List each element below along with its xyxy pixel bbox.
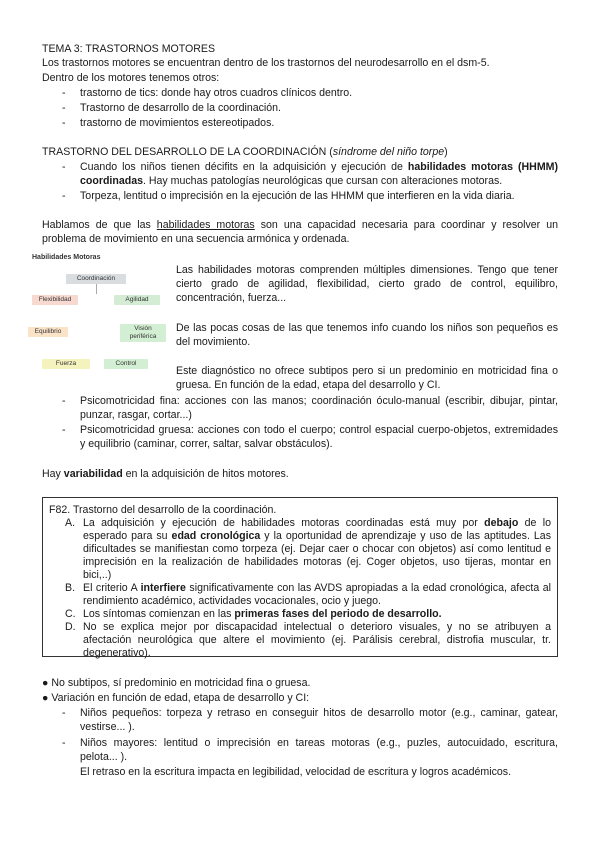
criterion-letter: C. bbox=[65, 608, 76, 620]
c-bold: primeras fases del periodo de desarrollo. bbox=[234, 608, 442, 620]
dash-marker: - bbox=[62, 395, 66, 407]
ninos-mayores: Niños mayores: lentitud o imprecisión en tareas motoras (e.g., puzles, autocuidado, escritura, pelota... ). bbox=[80, 737, 558, 763]
tdc-title-main: TRASTORNO DEL DESARROLLO DE LA COORDINACIÓN bbox=[42, 146, 327, 158]
bullet-variacion: ● Variación en función de edad, etapa de desarrollo y CI: bbox=[42, 692, 310, 704]
a-bold1: debajo bbox=[484, 517, 519, 529]
diagram-title: Habilidades Motoras bbox=[32, 254, 101, 261]
node-equilibrio: Equilibrio bbox=[28, 327, 68, 337]
criterion-b bbox=[83, 582, 551, 608]
b-bold: interfiere bbox=[140, 582, 186, 594]
criterion-a bbox=[83, 517, 551, 582]
others-intro: Dentro de los motores tenemos otros: bbox=[42, 72, 220, 84]
b-pre: El criterio A bbox=[83, 582, 141, 594]
hablamos-paragraph bbox=[42, 218, 558, 246]
node-agilidad: Agilidad bbox=[114, 295, 160, 305]
hablamos-post: son una capacidad necesaria para coordinar y resolver un problema de movimiento en una secuencia armónica y ordenada. bbox=[42, 219, 559, 245]
node-fuerza: Fuerza bbox=[42, 359, 90, 369]
node-control: Control bbox=[104, 359, 148, 369]
topic-title: TEMA 3: TRASTORNOS MOTORES bbox=[42, 43, 216, 55]
criterion-d: No se explica mejor por discapacidad intelectual o deterioro visuales, y no se atribuyen a afectación neurológica que altere el movimiento (ej. Parálisis cerebral, distrofia muscular, tr. degenerativo). bbox=[83, 621, 551, 659]
var-post: en la adquisición de hitos motores. bbox=[122, 468, 289, 480]
criterion-letter: A. bbox=[65, 517, 76, 529]
movement-paragraph: De las pocas cosas de las que tenemos info cuando los niños son pequeños es del movimiento. bbox=[176, 322, 558, 348]
tdc-item1-bold1: habilidades motoras (HHMM) bbox=[407, 161, 558, 173]
tdc-item1-bold2: coordinadas bbox=[80, 175, 143, 187]
a-post: y la oportunidad de aprendizaje y uso de las aptitudes. Las dificultades se manifiestan como torpeza (ej. Dejar caer o chocar con objetos) así como lentitud e imprecisión en la realización de habilidades motoras (ej. Coger objetos, uso tijeras, montar en bici,..) bbox=[83, 530, 551, 581]
psico-fina: Psicomotricidad fina: acciones con las manos; coordinación óculo-manual (escribir, dibujar, pintar, punzar, rasgar, cortar...) bbox=[80, 395, 558, 421]
tdc-title bbox=[42, 145, 448, 159]
criterion-letter: D. bbox=[65, 621, 76, 633]
tdc-title-italic: síndrome del niño torpe bbox=[332, 146, 445, 158]
a-bold2: edad cronológica bbox=[171, 530, 261, 542]
criteria-box bbox=[42, 497, 558, 657]
escritura-note: El retraso en la escritura impacta en legibilidad, velocidad de escritura y logros académicos. bbox=[80, 766, 512, 778]
var-pre: Hay bbox=[42, 468, 64, 480]
variabilidad-line bbox=[42, 467, 289, 481]
list-item: Trastorno de desarrollo de la coordinación. bbox=[80, 102, 282, 114]
dash-marker: - bbox=[62, 117, 66, 129]
subtypes-paragraph: Este diagnóstico no ofrece subtipos pero si un predominio en motricidad fina o gruesa. En función de la edad, etapa del desarrollo y CI. bbox=[176, 365, 558, 391]
dash-marker: - bbox=[62, 190, 66, 202]
dash-marker: - bbox=[62, 737, 66, 749]
list-item: trastorno de tics: donde hay otros cuadros clínicos dentro. bbox=[80, 87, 353, 99]
dash-marker: - bbox=[62, 102, 66, 114]
motor-skills-diagram bbox=[28, 250, 168, 380]
var-bold: variabilidad bbox=[63, 468, 123, 480]
b-post: significativamente con las AVDS apropiadas a la edad cronológica, afecta al rendimiento académico, actividades vocacionales, ocio y juego. bbox=[83, 582, 552, 607]
node-vision-periferica: Visión periférica bbox=[120, 324, 166, 342]
tdc-item1-pre: Cuando los niños tienen décifits en la adquisición y ejecución de bbox=[80, 161, 408, 173]
bullet-subtipos: ● No subtipos, sí predominio en motricidad fina o gruesa. bbox=[42, 677, 311, 689]
intro-text: Los trastornos motores se encuentran dentro de los trastornos del neurodesarrollo en el dsm-5. bbox=[42, 57, 490, 69]
criteria-title: F82. Trastorno del desarrollo de la coordinación. bbox=[49, 504, 277, 516]
diagram-connector bbox=[96, 284, 97, 294]
dash-marker: - bbox=[62, 87, 66, 99]
node-flexibilidad: Flexibilidad bbox=[32, 295, 78, 305]
a-pre: La adquisición y ejecución de habilidades motoras coordinadas está muy por bbox=[83, 517, 485, 529]
tdc-item-2: Torpeza, lentitud o imprecisión en la ejecución de las HHMM que interfieren en la vida diaria. bbox=[80, 190, 515, 202]
tdc-item-1 bbox=[80, 160, 558, 188]
ninos-pequenos: Niños pequeños: torpeza y retraso en conseguir hitos de desarrollo motor (e.g., caminar, gatear, vestirse... ). bbox=[80, 707, 558, 733]
dash-marker: - bbox=[62, 707, 66, 719]
tdc-paren-open: ( bbox=[326, 146, 333, 158]
node-coordinacion: Coordinación bbox=[66, 274, 126, 284]
dash-marker: - bbox=[62, 161, 66, 173]
hablamos-pre: Hablamos de que las bbox=[42, 219, 157, 231]
criterion-letter: B. bbox=[65, 582, 76, 594]
tdc-paren-close: ) bbox=[444, 146, 448, 158]
tdc-item1-post: . Hay muchas patologías neurológicas que cursan con alteraciones motoras. bbox=[143, 175, 503, 187]
psico-gruesa: Psicomotricidad gruesa: acciones con todo el cuerpo; control espacial cuerpo-objetos, extremidades y equilibrio (caminar, correr, saltar, salvar obstáculos). bbox=[80, 424, 558, 450]
criterion-c bbox=[83, 608, 551, 621]
c-pre: Los síntomas comienzan en las bbox=[83, 608, 235, 620]
dimensions-paragraph: Las habilidades motoras comprenden múltiples dimensiones. Tengo que tener cierto grado de agilidad, flexibilidad, cierto grado de control, equilibro, concentración, fuerza... bbox=[176, 264, 558, 304]
hablamos-underlined: habilidades motoras bbox=[156, 219, 255, 231]
list-item: trastorno de movimientos estereotipados. bbox=[80, 117, 275, 129]
dash-marker: - bbox=[62, 424, 66, 436]
a-mid: de lo esperado para su bbox=[83, 517, 551, 542]
